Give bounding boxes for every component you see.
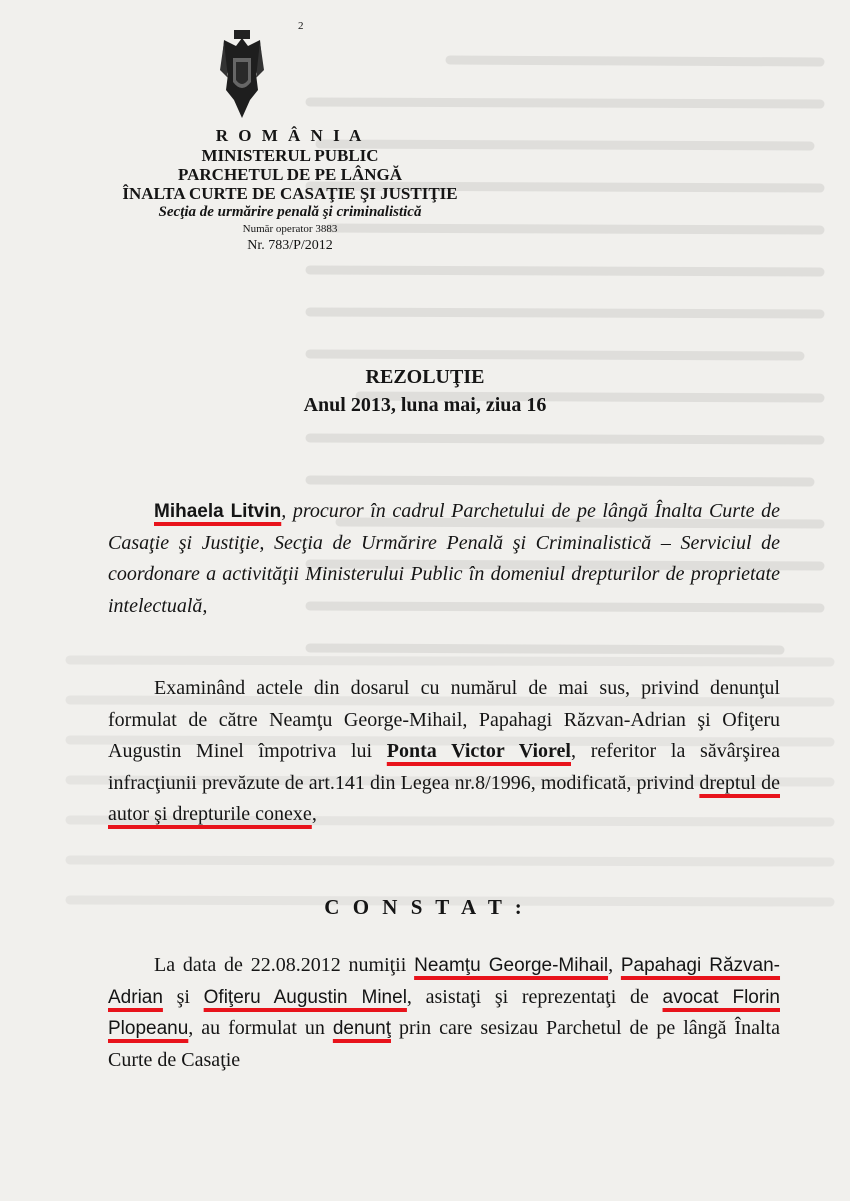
examination-paragraph <box>108 673 780 831</box>
country-name: R O M Â N I A <box>215 126 365 145</box>
facts-text-1: La data de 22.08.2012 numiţii <box>154 954 415 976</box>
facts-sep-3: , asistaţi şi reprezentaţi de <box>406 985 663 1008</box>
file-number: Nr. 783/P/2012 <box>247 238 333 253</box>
complaint-word: denunţ <box>332 1018 391 1039</box>
section-name: Secţia de urmărire penală şi criminalistică <box>158 204 422 220</box>
facts-sep-2: şi <box>162 985 204 1008</box>
prosecutor-role: , procuror în cadrul Parchetului de pe lângă Înalta Curte de Casaţie şi Justiţie, Secţia de Urmărire Penală şi Criminalistică – Serviciul de coordonare a activităţii Ministerului Public în domeniul drepturilor de proprietate intelectuală, <box>108 500 781 617</box>
institution-header <box>80 126 500 255</box>
prosecutor-paragraph <box>108 496 780 622</box>
accused-name: Ponta Victor Viorel <box>386 740 571 762</box>
facts-sep-1: , <box>608 954 621 976</box>
exam-text-2: , referitor la săvârşirea infracţiunii prevăzute de art.141 din Legea nr.8/1996, modificată, privind <box>108 740 780 794</box>
document-date: Anul 2013, luna mai, ziua 16 <box>303 394 547 416</box>
exam-text-1: Examinând actele din dosarul cu numărul de mai sus, privind denunţul formulat de către Neamţu George-Mihail, Papahagi Răzvan-Adrian şi Ofiţeru Augustin Minel împotriva lui <box>108 677 780 762</box>
law-subject: dreptul de autor şi drepturile conexe <box>108 771 780 825</box>
court-name: ÎNALTA CURTE DE CASAŢIE ŞI JUSTIŢIE <box>122 184 458 203</box>
ministry-name: MINISTERUL PUBLIC <box>201 146 379 165</box>
facts-paragraph <box>108 950 780 1076</box>
parchet-name: PARCHETUL DE PE LÂNGĂ <box>177 165 402 184</box>
facts-sep-4: , au formulat un <box>188 1017 333 1039</box>
facts-text-end: prin care sesizau Parchetul de pe lângă Înalta Curte de Casaţie <box>108 1017 780 1071</box>
prosecutor-name: Mihaela Litvin <box>154 501 282 522</box>
coat-of-arms-icon <box>218 30 266 118</box>
lawyer-name: avocat Florin Plopeanu <box>108 986 780 1039</box>
complainant-3: Ofiţeru Augustin Minel <box>203 986 407 1008</box>
operator-number: Număr operator 3883 <box>242 223 338 235</box>
page-number: 2 <box>298 20 304 32</box>
complainant-1: Neamţu George-Mihail <box>414 955 609 976</box>
exam-text-3: , <box>311 803 317 825</box>
complainant-2: Papahagi Răzvan-Adrian <box>108 955 781 1008</box>
document-type: REZOLUŢIE <box>365 366 485 388</box>
constat-heading: C O N S T A T : <box>324 895 526 919</box>
